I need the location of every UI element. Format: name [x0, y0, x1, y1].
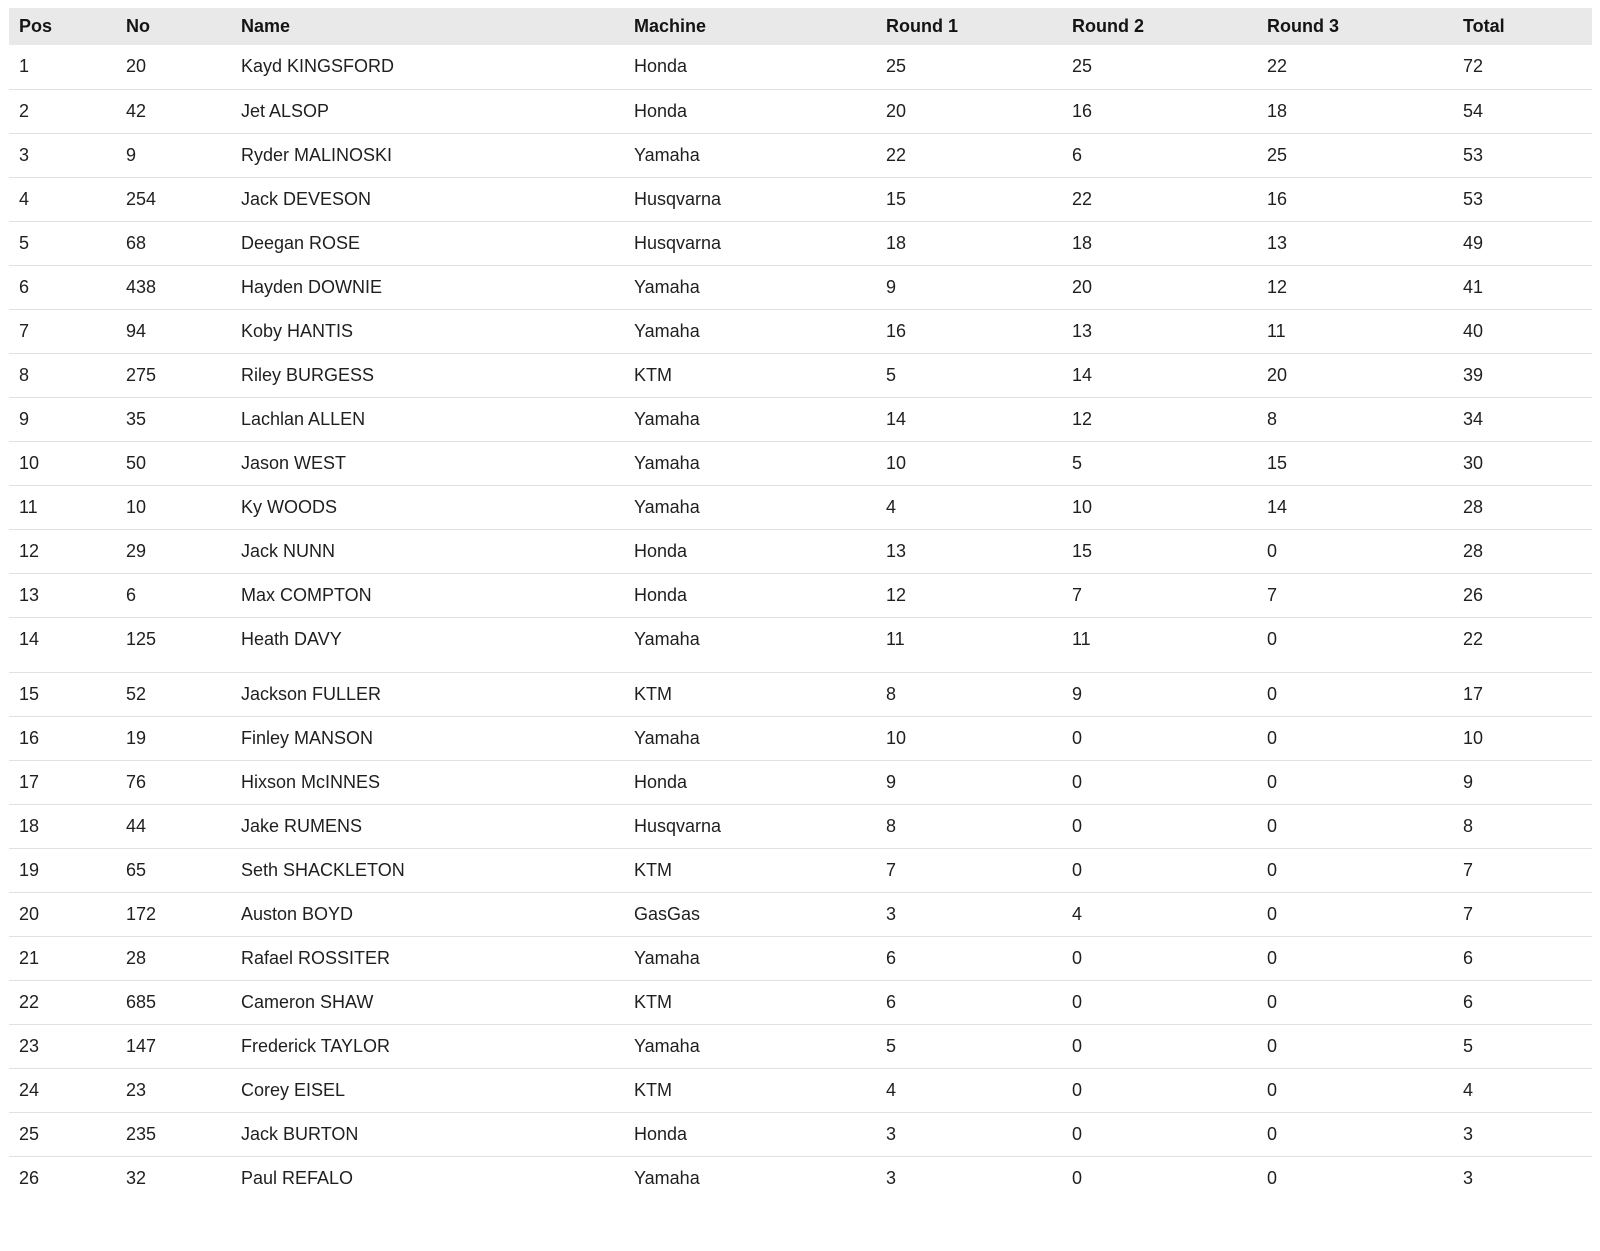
cell-machine: Yamaha	[634, 496, 700, 517]
cell-round2: 12	[1072, 408, 1093, 429]
cell-no: 94	[126, 320, 147, 341]
cell-round2: 0	[1072, 1123, 1083, 1144]
cell-no: 23	[126, 1079, 147, 1100]
cell-round2: 11	[1072, 628, 1091, 649]
header-round3: Round 3	[1267, 16, 1339, 36]
cell-name: Jason WEST	[241, 452, 347, 473]
cell-round3: 0	[1267, 815, 1278, 836]
cell-pos: 12	[19, 540, 40, 561]
cell-round2: 15	[1072, 540, 1093, 561]
cell-round1: 9	[886, 276, 897, 297]
cell-round1: 16	[886, 320, 907, 341]
cell-round1: 4	[886, 1079, 897, 1100]
cell-no: 275	[126, 364, 157, 385]
cell-name: Rafael ROSSITER	[241, 947, 391, 968]
cell-total: 4	[1463, 1079, 1474, 1100]
table-row	[9, 760, 1592, 804]
cell-round3: 0	[1267, 628, 1278, 649]
cell-round3: 7	[1267, 584, 1278, 605]
cell-no: 9	[126, 144, 137, 165]
cell-no: 65	[126, 859, 147, 880]
cell-no: 172	[126, 903, 157, 924]
cell-pos: 19	[19, 859, 40, 880]
cell-name: Riley BURGESS	[241, 364, 375, 385]
table-row	[9, 848, 1592, 892]
cell-pos: 13	[19, 584, 40, 605]
cell-round3: 0	[1267, 1123, 1278, 1144]
cell-machine: Honda	[634, 584, 688, 605]
table-row	[9, 45, 1592, 89]
cell-machine: Yamaha	[634, 628, 700, 649]
table-row	[9, 892, 1592, 936]
cell-no: 42	[126, 100, 147, 121]
cell-round1: 9	[886, 771, 897, 792]
cell-name: Jack DEVESON	[241, 188, 372, 209]
cell-total: 6	[1463, 947, 1474, 968]
cell-round2: 0	[1072, 1035, 1083, 1056]
cell-pos: 1	[19, 56, 30, 77]
cell-name: Ky WOODS	[241, 496, 338, 517]
standings-table	[9, 8, 1592, 1200]
cell-no: 20	[126, 56, 147, 77]
cell-round3: 14	[1267, 496, 1288, 517]
results-table-container	[9, 8, 1592, 1200]
cell-total: 6	[1463, 991, 1474, 1012]
cell-pos: 9	[19, 408, 30, 429]
table-row	[9, 177, 1592, 221]
cell-name: Heath DAVY	[241, 628, 342, 649]
cell-round2: 6	[1072, 144, 1083, 165]
cell-round2: 22	[1072, 188, 1093, 209]
cell-machine: Yamaha	[634, 1167, 700, 1188]
cell-machine: Honda	[634, 540, 688, 561]
cell-pos: 10	[19, 452, 40, 473]
cell-total: 7	[1463, 859, 1474, 880]
cell-name: Ryder MALINOSKI	[241, 144, 393, 165]
cell-machine: Husqvarna	[634, 188, 722, 209]
cell-total: 9	[1463, 771, 1474, 792]
cell-round3: 0	[1267, 1079, 1278, 1100]
cell-total: 22	[1463, 628, 1484, 649]
cell-round1: 10	[886, 452, 907, 473]
cell-pos: 6	[19, 276, 30, 297]
cell-no: 52	[126, 683, 147, 704]
cell-total: 53	[1463, 188, 1484, 209]
cell-total: 49	[1463, 232, 1484, 253]
table-row	[9, 617, 1592, 672]
cell-total: 53	[1463, 144, 1484, 165]
cell-round1: 3	[886, 903, 897, 924]
cell-machine: KTM	[634, 1079, 672, 1100]
cell-name: Hixson McINNES	[241, 771, 381, 792]
cell-name: Jack BURTON	[241, 1123, 359, 1144]
cell-no: 235	[126, 1123, 157, 1144]
cell-machine: KTM	[634, 859, 672, 880]
header-pos: Pos	[19, 16, 53, 36]
cell-no: 50	[126, 452, 147, 473]
cell-round2: 0	[1072, 991, 1083, 1012]
cell-round3: 11	[1267, 320, 1286, 341]
table-row	[9, 980, 1592, 1024]
cell-no: 44	[126, 815, 147, 836]
cell-pos: 16	[19, 727, 40, 748]
cell-machine: KTM	[634, 683, 672, 704]
table-row	[9, 221, 1592, 265]
table-row	[9, 804, 1592, 848]
table-row	[9, 672, 1592, 716]
cell-pos: 5	[19, 232, 30, 253]
cell-round3: 18	[1267, 100, 1288, 121]
cell-round1: 6	[886, 991, 897, 1012]
cell-total: 28	[1463, 540, 1484, 561]
cell-round1: 6	[886, 947, 897, 968]
cell-total: 28	[1463, 496, 1484, 517]
cell-round2: 0	[1072, 727, 1083, 748]
cell-round1: 4	[886, 496, 897, 517]
cell-round3: 0	[1267, 727, 1278, 748]
cell-pos: 23	[19, 1035, 40, 1056]
cell-no: 76	[126, 771, 147, 792]
cell-round1: 13	[886, 540, 907, 561]
cell-round2: 25	[1072, 56, 1093, 77]
cell-name: Frederick TAYLOR	[241, 1035, 391, 1056]
cell-machine: Yamaha	[634, 408, 700, 429]
cell-round3: 16	[1267, 188, 1288, 209]
cell-name: Cameron SHAW	[241, 991, 374, 1012]
cell-pos: 11	[19, 496, 38, 517]
header-total: Total	[1463, 16, 1505, 36]
table-body	[9, 45, 1592, 1200]
cell-round3: 13	[1267, 232, 1288, 253]
cell-total: 7	[1463, 903, 1474, 924]
cell-pos: 3	[19, 144, 30, 165]
table-row	[9, 309, 1592, 353]
cell-round2: 10	[1072, 496, 1093, 517]
cell-round2: 7	[1072, 584, 1083, 605]
cell-machine: Yamaha	[634, 452, 700, 473]
header-machine: Machine	[634, 16, 707, 36]
cell-round1: 25	[886, 56, 907, 77]
cell-round3: 0	[1267, 903, 1278, 924]
cell-round1: 3	[886, 1123, 897, 1144]
cell-machine: Yamaha	[634, 144, 700, 165]
header-no: No	[126, 16, 150, 36]
header-name: Name	[241, 16, 291, 36]
cell-round2: 0	[1072, 815, 1083, 836]
cell-machine: Husqvarna	[634, 232, 722, 253]
table-row	[9, 89, 1592, 133]
cell-round1: 11	[886, 628, 905, 649]
cell-total: 8	[1463, 815, 1474, 836]
cell-machine: GasGas	[634, 903, 701, 924]
cell-no: 28	[126, 947, 147, 968]
table-row	[9, 529, 1592, 573]
cell-total: 17	[1463, 683, 1484, 704]
table-header	[9, 8, 1592, 45]
cell-machine: Yamaha	[634, 320, 700, 341]
cell-no: 438	[126, 276, 157, 297]
cell-round3: 0	[1267, 540, 1278, 561]
cell-total: 3	[1463, 1167, 1474, 1188]
cell-round1: 5	[886, 1035, 897, 1056]
cell-round2: 0	[1072, 1079, 1083, 1100]
cell-pos: 22	[19, 991, 40, 1012]
cell-no: 35	[126, 408, 147, 429]
cell-round1: 8	[886, 683, 897, 704]
cell-round3: 20	[1267, 364, 1288, 385]
table-row	[9, 716, 1592, 760]
cell-round3: 0	[1267, 683, 1278, 704]
cell-round3: 22	[1267, 56, 1288, 77]
table-row	[9, 441, 1592, 485]
cell-name: Jet ALSOP	[241, 100, 330, 121]
cell-round1: 3	[886, 1167, 897, 1188]
header-round2: Round 2	[1072, 16, 1144, 36]
cell-machine: Yamaha	[634, 947, 700, 968]
cell-round3: 0	[1267, 947, 1278, 968]
cell-pos: 8	[19, 364, 30, 385]
cell-name: Lachlan ALLEN	[241, 408, 366, 429]
cell-pos: 25	[19, 1123, 40, 1144]
cell-pos: 17	[19, 771, 40, 792]
table-row	[9, 1024, 1592, 1068]
cell-total: 34	[1463, 408, 1484, 429]
cell-total: 30	[1463, 452, 1484, 473]
cell-total: 3	[1463, 1123, 1474, 1144]
cell-round1: 14	[886, 408, 907, 429]
cell-round2: 20	[1072, 276, 1093, 297]
cell-no: 125	[126, 628, 157, 649]
cell-machine: Yamaha	[634, 276, 700, 297]
cell-pos: 7	[19, 320, 30, 341]
cell-no: 19	[126, 727, 147, 748]
table-row	[9, 133, 1592, 177]
cell-name: Hayden DOWNIE	[241, 276, 383, 297]
cell-total: 54	[1463, 100, 1484, 121]
cell-round1: 5	[886, 364, 897, 385]
cell-machine: Honda	[634, 56, 688, 77]
cell-machine: Honda	[634, 771, 688, 792]
cell-total: 40	[1463, 320, 1484, 341]
cell-round2: 14	[1072, 364, 1093, 385]
cell-round2: 18	[1072, 232, 1093, 253]
cell-round2: 5	[1072, 452, 1083, 473]
table-row	[9, 485, 1592, 529]
table-row	[9, 353, 1592, 397]
cell-round3: 12	[1267, 276, 1288, 297]
cell-round1: 18	[886, 232, 907, 253]
cell-pos: 14	[19, 628, 40, 649]
table-row	[9, 936, 1592, 980]
cell-name: Jack NUNN	[241, 540, 336, 561]
cell-round3: 0	[1267, 991, 1278, 1012]
cell-round2: 4	[1072, 903, 1083, 924]
cell-machine: Yamaha	[634, 1035, 700, 1056]
cell-round2: 9	[1072, 683, 1083, 704]
cell-round2: 16	[1072, 100, 1093, 121]
cell-no: 147	[126, 1035, 157, 1056]
cell-name: Seth SHACKLETON	[241, 859, 405, 880]
cell-name: Max COMPTON	[241, 584, 372, 605]
cell-round1: 8	[886, 815, 897, 836]
cell-round3: 15	[1267, 452, 1288, 473]
cell-pos: 18	[19, 815, 40, 836]
cell-machine: KTM	[634, 991, 672, 1012]
cell-no: 32	[126, 1167, 147, 1188]
cell-round3: 0	[1267, 1167, 1278, 1188]
cell-round1: 22	[886, 144, 907, 165]
cell-machine: KTM	[634, 364, 672, 385]
cell-round3: 0	[1267, 859, 1278, 880]
header-row	[9, 8, 1592, 45]
cell-machine: Yamaha	[634, 727, 700, 748]
table-row	[9, 1112, 1592, 1156]
cell-round2: 0	[1072, 1167, 1083, 1188]
cell-name: Kayd KINGSFORD	[241, 56, 395, 77]
cell-total: 72	[1463, 56, 1484, 77]
cell-pos: 15	[19, 683, 40, 704]
cell-round2: 13	[1072, 320, 1093, 341]
cell-name: Paul REFALO	[241, 1167, 354, 1188]
cell-name: Deegan ROSE	[241, 232, 361, 253]
cell-machine: Husqvarna	[634, 815, 722, 836]
cell-round1: 10	[886, 727, 907, 748]
cell-round2: 0	[1072, 947, 1083, 968]
cell-no: 68	[126, 232, 147, 253]
table-row	[9, 1068, 1592, 1112]
cell-no: 29	[126, 540, 147, 561]
cell-round3: 25	[1267, 144, 1288, 165]
table-row	[9, 573, 1592, 617]
cell-round1: 12	[886, 584, 907, 605]
cell-total: 39	[1463, 364, 1484, 385]
cell-name: Jackson FULLER	[241, 683, 382, 704]
cell-name: Corey EISEL	[241, 1079, 346, 1100]
cell-no: 685	[126, 991, 157, 1012]
cell-round1: 15	[886, 188, 907, 209]
cell-no: 10	[126, 496, 147, 517]
cell-round3: 8	[1267, 408, 1278, 429]
cell-no: 6	[126, 584, 137, 605]
cell-total: 26	[1463, 584, 1484, 605]
table-row	[9, 1156, 1592, 1200]
cell-total: 5	[1463, 1035, 1474, 1056]
cell-round3: 0	[1267, 1035, 1278, 1056]
cell-pos: 21	[19, 947, 40, 968]
cell-no: 254	[126, 188, 157, 209]
cell-round2: 0	[1072, 771, 1083, 792]
header-round1: Round 1	[886, 16, 958, 36]
cell-round1: 20	[886, 100, 907, 121]
cell-name: Auston BOYD	[241, 903, 354, 924]
cell-name: Koby HANTIS	[241, 320, 354, 341]
cell-pos: 2	[19, 100, 30, 121]
cell-pos: 4	[19, 188, 30, 209]
cell-machine: Honda	[634, 100, 688, 121]
cell-pos: 26	[19, 1167, 40, 1188]
cell-total: 10	[1463, 727, 1484, 748]
cell-pos: 24	[19, 1079, 40, 1100]
cell-pos: 20	[19, 903, 40, 924]
table-row	[9, 265, 1592, 309]
cell-name: Finley MANSON	[241, 727, 374, 748]
table-row	[9, 397, 1592, 441]
cell-round2: 0	[1072, 859, 1083, 880]
cell-round1: 7	[886, 859, 897, 880]
cell-total: 41	[1463, 276, 1484, 297]
cell-round3: 0	[1267, 771, 1278, 792]
cell-name: Jake RUMENS	[241, 815, 363, 836]
cell-machine: Honda	[634, 1123, 688, 1144]
